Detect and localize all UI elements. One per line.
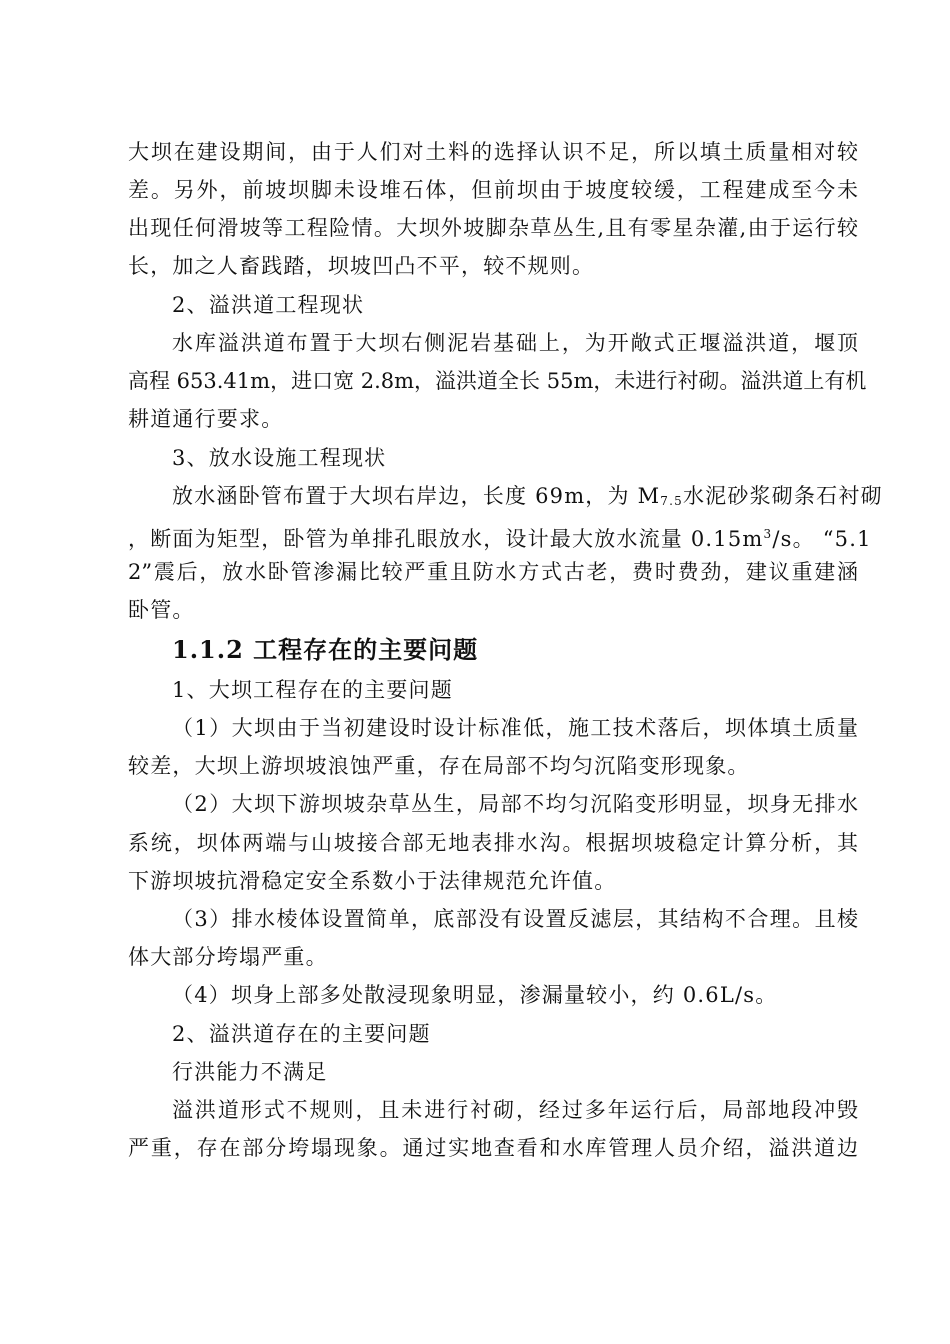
paragraph-line: 水库溢洪道布置于大坝右侧泥岩基础上，为开敞式正堰溢洪道，堰顶 [172,331,858,355]
paragraph-line: 大坝在建设期间，由于人们对土料的选择认识不足，所以填土质量相对较 [128,140,858,164]
text-run: /s。 “5.1 [772,527,872,551]
text-run: 放水涵卧管布置于大坝右岸边，长度 69m，为 M [172,484,661,508]
paragraph-line: 2”震后，放水卧管渗漏比较严重且防水方式古老，费时费劲，建议重建涵 [128,560,858,584]
paragraph-line: 耕道通行要求。 [128,407,284,431]
section-heading-spillway-problems: 2、溢洪道存在的主要问题 [172,1022,431,1046]
section-title-main-problems: 1.1.2 工程存在的主要问题 [172,635,479,664]
paragraph-line: 严重，存在部分垮塌现象。通过实地查看和水库管理人员介绍，溢洪道边 [128,1136,858,1160]
paragraph-line: 体大部分垮塌严重。 [128,945,328,969]
text-run: 水泥砂浆砌条石衬砌 [682,484,883,508]
text-run: ，断面为矩型，卧管为单排孔眼放水，设计最大放水流量 0.15m [128,527,764,551]
section-heading-spillway-status: 2、溢洪道工程现状 [172,293,365,317]
paragraph-line: 行洪能力不满足 [172,1060,328,1084]
section-heading-outlet-status: 3、放水设施工程现状 [172,446,387,470]
paragraph-line: 卧管。 [128,598,195,622]
paragraph-line: （2）大坝下游坝坡杂草丛生，局部不均匀沉陷变形明显，坝身无排水 [172,792,858,816]
paragraph-line: 溢洪道形式不规则，且未进行衬砌，经过多年运行后，局部地段冲毁 [172,1098,858,1122]
subscript-grade: 7.5 [660,494,683,508]
paragraph-line: （4）坝身上部多处散浸现象明显，渗漏量较小，约 0.6L/s。 [172,983,778,1007]
paragraph-line: 高程 653.41m，进口宽 2.8m，溢洪道全长 55m，未进行衬砌。溢洪道上有机 [128,369,867,393]
paragraph-line [128,520,872,553]
section-heading-dam-problems: 1、大坝工程存在的主要问题 [172,678,453,702]
paragraph-line: 下游坝坡抗滑稳定安全系数小于法律规范允许值。 [128,869,617,893]
paragraph-line: （1）大坝由于当初建设时设计标准低，施工技术落后，坝体填土质量 [172,716,858,740]
paragraph-line: 较差，大坝上游坝坡浪蚀严重，存在局部不均匀沉陷变形现象。 [128,754,750,778]
paragraph-line [172,482,883,515]
paragraph-line: 差。另外，前坡坝脚未设堆石体，但前坝由于坡度较缓，工程建成至今未 [128,178,858,202]
paragraph-line: （3）排水棱体设置简单，底部没有设置反滤层，其结构不合理。且棱 [172,907,858,931]
paragraph-line: 出现任何滑坡等工程险情。大坝外坡脚杂草丛生,且有零星杂灌,由于运行较 [128,216,858,240]
paragraph-line: 系统，坝体两端与山坡接合部无地表排水沟。根据坝坡稳定计算分析，其 [128,831,858,855]
paragraph-line: 长，加之人畜践踏，坝坡凹凸不平，较不规则。 [128,254,595,278]
superscript-unit: 3 [763,527,773,541]
